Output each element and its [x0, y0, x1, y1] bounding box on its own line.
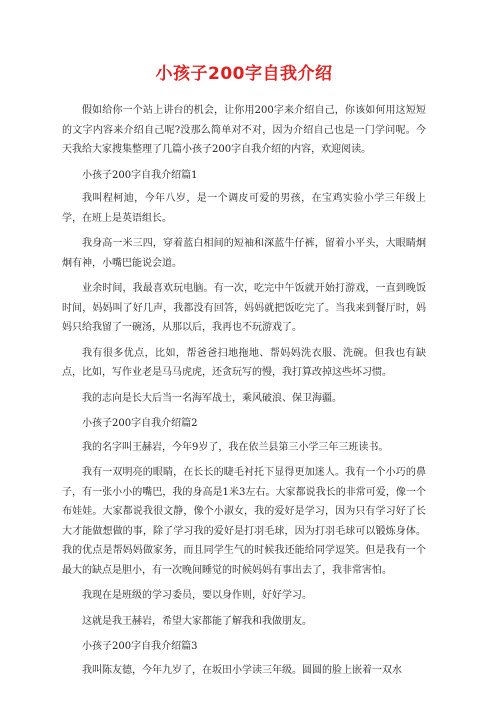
document-body: [62, 101, 426, 680]
body-paragraph: 我叫陈友德，今年九岁了，在坂田小学读三年级。圆圆的脸上嵌着一双水: [82, 664, 402, 676]
body-paragraph: 我身高一米三四，穿着蓝白相间的短袖和深蓝牛仔裤，留着小平头，大眼睛炯炯有神，小嘴巴能说会道。: [62, 238, 426, 269]
body-paragraph: 这就是我王赫岩，希望大家都能了解我和我做朋友。: [82, 615, 312, 627]
body-paragraph: 我叫程柯迪，今年八岁，是一个调皮可爱的男孩，在宝鸡实验小学三年级上学，在班上是英语组长。: [62, 193, 426, 224]
section-heading-2: 小孩子200字自我介绍篇2: [82, 418, 198, 429]
body-paragraph: 我有一双明亮的眼睛，在长长的睫毛衬托下显得更加迷人。我有一个小巧的鼻子，有一张小小的嘴巴，我的身高是1米3左右。大家都说我长的非常可爱，像一个布娃娃。大家都说我很文静，像个小淑女，我的爱好是学习，因为只有学习好了长大才能做想做的事，除了学习我的爱好是打羽毛球，因为打羽毛球可以锻炼身体。我的优点是帮妈妈做家务，而且同学生气的时候我还能给同学逗笑。但是我有一个最大的缺点是胆小，有一次晚间睡觉的时候妈妈有事出去了，我非常害怕。: [62, 467, 426, 576]
document-title: 小孩子200字自我介绍: [155, 64, 333, 84]
body-paragraph: 我现在是班级的学习委员，要以身作则，好好学习。: [82, 590, 312, 601]
body-paragraph: 我的名字叫王赫岩，今年9岁了，我在依兰县第三小学三年三班读书。: [82, 441, 389, 453]
body-paragraph: 业余时间，我最喜欢玩电脑。有一次，吃完中午饭就开始打游戏，一直到晚饭时间，妈妈叫了好几声，我都没有回答，妈妈就把饭吃完了。当我来到餐厅时，妈妈只给我留了一碗汤，从那以后，我再也不玩游戏了。: [62, 283, 426, 333]
body-paragraph: 我有很多优点，比如，帮爸爸扫地拖地、帮妈妈洗衣服、洗碗。但我也有缺点，比如，写作业老是马马虎虎，还贪玩写的慢，我打算改掉这些坏习惯。: [62, 347, 426, 378]
body-paragraph: 我的志向是长大后当一名海军战士，乘风破浪、保卫海疆。: [82, 392, 342, 404]
section-heading-3: 小孩子200字自我介绍篇3: [82, 641, 198, 652]
section-heading-1: 小孩子200字自我介绍篇1: [82, 169, 198, 181]
intro-paragraph: 假如给你一个站上讲台的机会，让你用200字来介绍自己，你该如何用这短短的文字内容来介绍自己呢?没那么简单对不对，因为介绍自己也是一门学问呢。今天我给大家搜集整理了几篇小孩子200字自我介绍的内容，欢迎阅读。: [62, 105, 426, 155]
